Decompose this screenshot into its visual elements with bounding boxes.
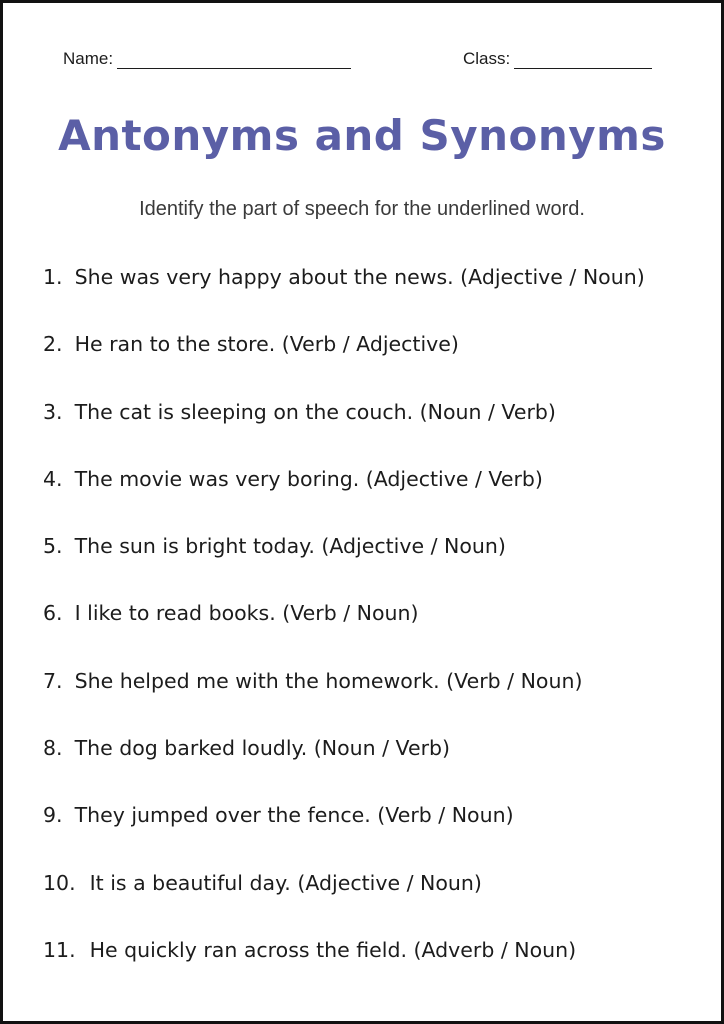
question-number: 1.	[43, 265, 63, 289]
question-number: 11.	[43, 937, 76, 962]
question-text: He quickly ran across the field. (Adverb / Noun)	[89, 937, 577, 962]
question-item	[43, 736, 645, 803]
question-text: The dog barked loudly. (Noun / Verb)	[74, 736, 451, 761]
question-text: He ran to the store. (Verb / Adjective)	[74, 332, 459, 357]
question-text: The movie was very boring. (Adjective / Verb)	[74, 466, 543, 491]
question-number: 4.	[43, 466, 63, 491]
question-text: They jumped over the fence. (Verb / Noun)	[74, 803, 514, 828]
question-number: 8.	[43, 736, 63, 761]
question-item	[43, 534, 645, 601]
question-number: 2.	[43, 332, 63, 357]
question-number: 5.	[43, 534, 63, 559]
question-number: 3.	[43, 399, 63, 424]
question-text: She helped me with the homework. (Verb / Noun)	[74, 668, 583, 693]
question-item	[43, 467, 645, 534]
question-text: I like to read books. (Verb / Noun)	[74, 601, 419, 626]
question-item	[43, 938, 645, 1005]
question-item	[43, 601, 645, 668]
name-blank-line[interactable]	[117, 50, 351, 69]
question-list	[43, 265, 645, 1005]
worksheet-title: Antonyms and Synonyms	[58, 111, 666, 160]
question-text: The sun is bright today. (Adjective / Noun)	[74, 534, 506, 559]
question-item	[43, 332, 645, 399]
question-number: 7.	[43, 668, 63, 693]
question-text: She was very happy about the news. (Adjective / Noun)	[74, 265, 645, 289]
question-number: 9.	[43, 803, 63, 828]
name-label: Name:	[63, 49, 114, 68]
question-item	[43, 265, 645, 332]
question-text: It is a beautiful day. (Adjective / Noun)	[89, 870, 482, 895]
question-item	[43, 400, 645, 467]
class-field[interactable]	[463, 49, 652, 69]
question-item	[43, 669, 645, 736]
question-item	[43, 871, 645, 938]
question-number: 6.	[43, 601, 63, 626]
class-label: Class:	[463, 49, 511, 68]
instructions-text: Identify the part of speech for the underlined word.	[139, 198, 585, 220]
question-number: 10.	[43, 870, 76, 895]
question-text: The cat is sleeping on the couch. (Noun / Verb)	[74, 399, 556, 424]
question-item	[43, 803, 645, 870]
class-blank-line[interactable]	[514, 50, 652, 69]
name-field[interactable]	[63, 49, 351, 69]
